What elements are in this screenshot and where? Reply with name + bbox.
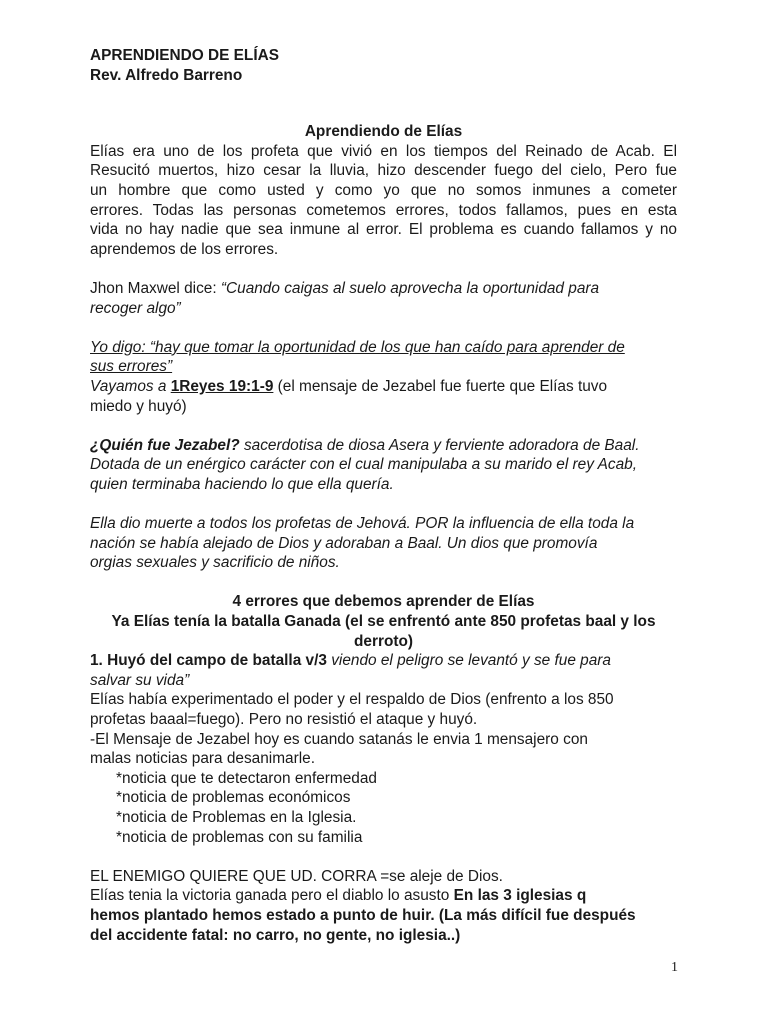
paragraph-line: errores. Todas las personas cometemos errores, todos fallamos, pues en esta bbox=[90, 201, 677, 219]
enemy-line: EL ENEMIGO QUIERE QUE UD. CORRA =se aleje de Dios. bbox=[90, 867, 503, 885]
victory-line bbox=[90, 886, 677, 906]
paragraph-line: vida no hay nadie que sea inmune al error. El problema es cuando fallamos y no bbox=[90, 221, 677, 239]
victory-bold-line: hemos plantado hemos estado a punto de huir. (La más difícil fue después bbox=[90, 906, 636, 924]
section-subheading: derroto) bbox=[354, 632, 413, 650]
ella-line: orgias sexuales y sacrificio de niños. bbox=[90, 554, 340, 572]
message-line: -El Mensaje de Jezabel hoy es cuando satanás le envia 1 mensajero con bbox=[90, 730, 588, 748]
author-line: Rev. Alfredo Barreno bbox=[90, 66, 243, 84]
paragraph-line: aprendemos de los errores. bbox=[90, 240, 279, 258]
spacer bbox=[90, 416, 677, 436]
point-1-title: 1. Huyó del campo de batalla v/3 bbox=[90, 652, 327, 670]
section-heading: Aprendiendo de Elías bbox=[304, 123, 463, 141]
victory-bold-line: del accidente fatal: no carro, no gente, no iglesia..) bbox=[90, 926, 461, 944]
list-item: *noticia de Problemas en la Iglesia. bbox=[116, 808, 357, 826]
maxwell-quote: “Cuando caigas al suelo aprovecha la oportunidad para bbox=[220, 279, 600, 297]
jezabel-desc-line: quien terminaba haciendo lo que ella quería. bbox=[90, 475, 394, 493]
maxwell-prefix: Jhon Maxwel dice: bbox=[90, 279, 221, 297]
paragraph-line: un hombre que como usted y como yo que no somos inmunes a cometer bbox=[90, 181, 677, 199]
section-heading: 4 errores que debemos aprender de Elías bbox=[232, 593, 535, 611]
jezabel-question: ¿Quién fue Jezabel? bbox=[90, 436, 240, 454]
list-item: *noticia de problemas con su familia bbox=[116, 828, 363, 846]
spacer bbox=[90, 318, 677, 338]
yo-digo-cont: sus errores” bbox=[90, 358, 173, 376]
point-1-quote-cont: salvar su vida” bbox=[90, 671, 190, 689]
victory-prefix: Elías tenia la victoria ganada pero el diablo lo asusto bbox=[90, 887, 454, 905]
jezabel-line bbox=[90, 436, 677, 456]
maxwell-quote-cont: recoger algo” bbox=[90, 299, 181, 317]
spacer bbox=[90, 494, 677, 514]
paragraph-line: Resucitó muertos, hizo cesar la lluvia, hizo descender fuego del cielo, Pero fue bbox=[90, 162, 677, 180]
explanation-line: Elías había experimentado el poder y el respaldo de Dios (enfrento a los 850 bbox=[90, 691, 614, 709]
document-title: APRENDIENDO DE ELÍAS bbox=[90, 47, 279, 64]
paragraph-line: Elías era uno de los profeta que vivió en los tiempos del Reinado de Acab. El bbox=[90, 142, 677, 160]
explanation-line: profetas baaal=fuego). Pero no resistió el ataque y huyó. bbox=[90, 711, 478, 728]
section-subheading: Ya Elías tenía la batalla Ganada (el se enfrentó ante 850 profetas baal y los bbox=[111, 613, 656, 631]
message-line: malas noticias para desanimarle. bbox=[90, 750, 315, 768]
jezabel-desc-line: Dotada de un enérgico carácter con el cual manipulaba a su marido el rey Acab, bbox=[90, 456, 637, 474]
spacer bbox=[90, 573, 677, 593]
vayamos-cont: miedo y huyó) bbox=[90, 397, 187, 415]
yo-digo-line: Yo digo: “hay que tomar la oportunidad de los que han caído para aprender de bbox=[90, 338, 625, 356]
list-item: *noticia que te detectaron enfermedad bbox=[116, 769, 377, 787]
spacer bbox=[90, 85, 677, 122]
point-1-quote: viendo el peligro se levantó y se fue para bbox=[326, 652, 611, 670]
vayamos-prefix: Vayamos a bbox=[90, 377, 171, 395]
spacer bbox=[90, 259, 677, 279]
maxwell-quote-line bbox=[90, 279, 677, 299]
victory-bold: En las 3 iglesias q bbox=[453, 887, 587, 905]
bible-reference: 1Reyes 19:1-9 bbox=[170, 377, 274, 395]
point-1-line bbox=[90, 651, 677, 671]
ella-line: Ella dio muerte a todos los profetas de Jehová. POR la influencia de ella toda la bbox=[90, 515, 635, 533]
jezabel-desc: sacerdotisa de diosa Asera y ferviente adoradora de Baal. bbox=[239, 436, 640, 454]
document-page bbox=[90, 46, 677, 945]
vayamos-rest: (el mensaje de Jezabel fue fuerte que Elías tuvo bbox=[273, 377, 608, 395]
list-item: *noticia de problemas económicos bbox=[116, 789, 351, 807]
vayamos-line bbox=[90, 377, 677, 397]
page-number: 1 bbox=[671, 960, 678, 975]
spacer bbox=[90, 847, 677, 867]
ella-line: nación se había alejado de Dios y adoraban a Baal. Un dios que promovía bbox=[90, 534, 598, 552]
